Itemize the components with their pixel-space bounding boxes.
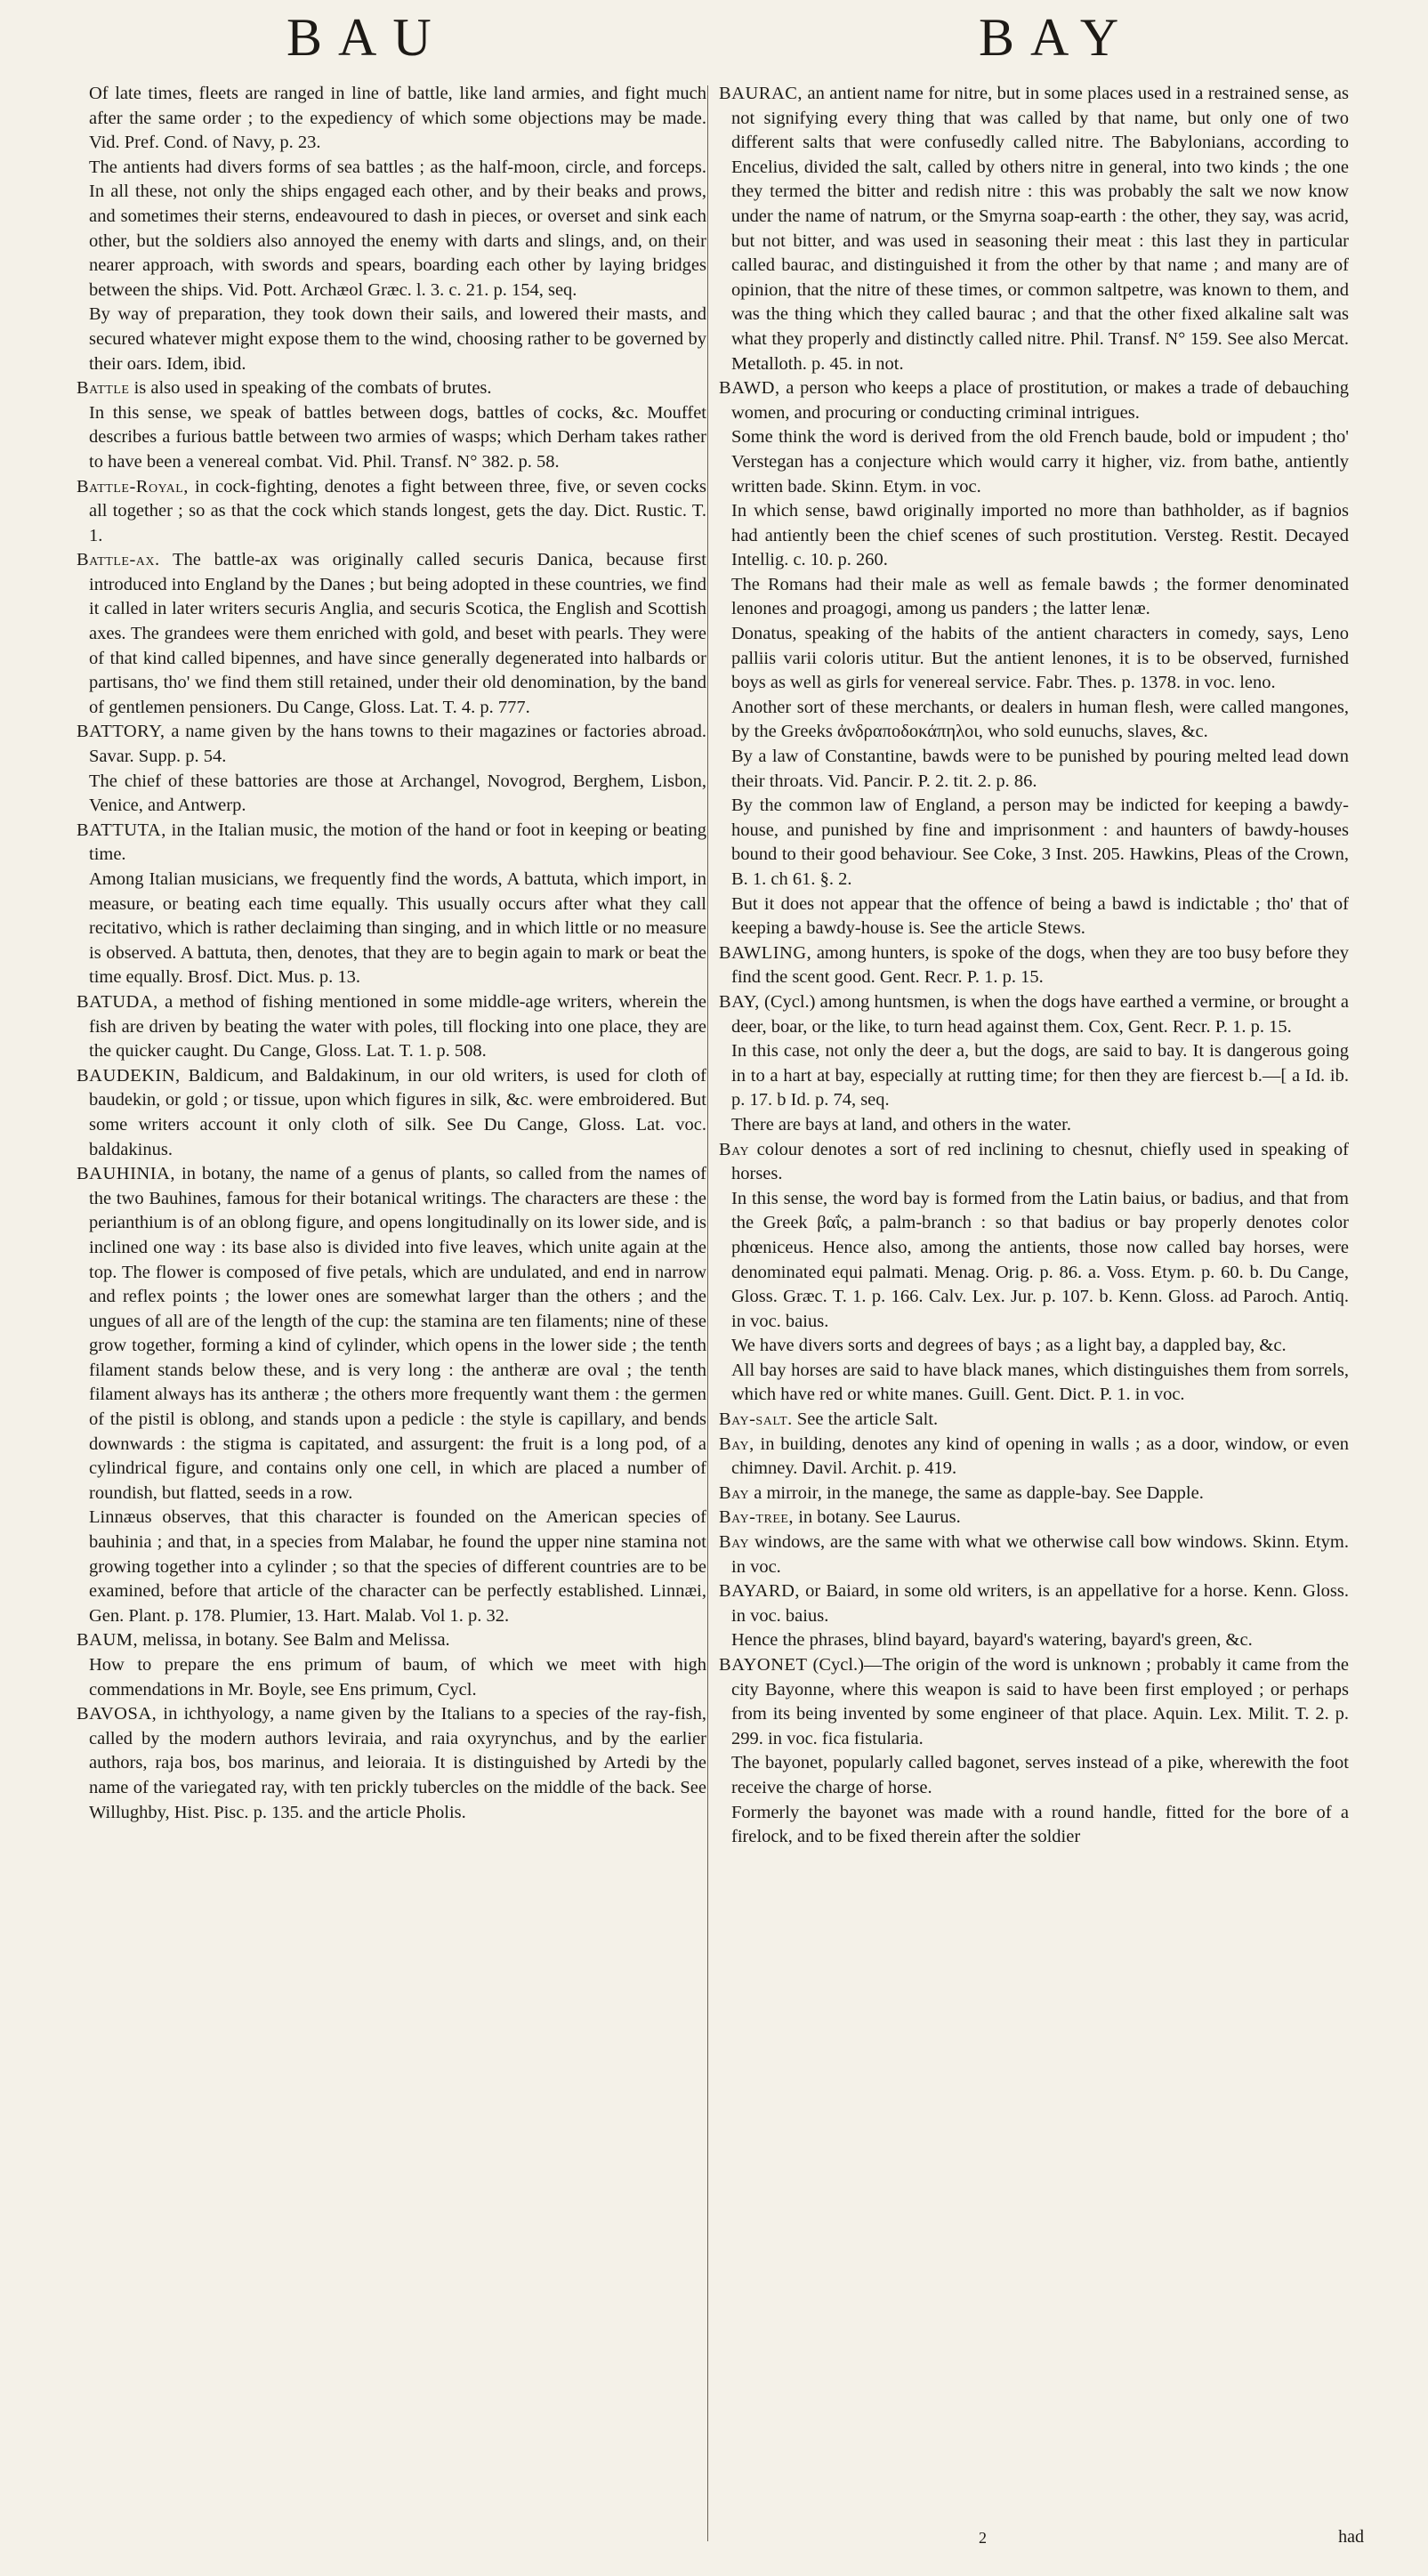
entry-paragraph: We have divers sorts and degrees of bays ; as a light bay, a dappled bay, &c. xyxy=(731,1336,1287,1356)
entry-paragraph: Another sort of these merchants, or dealers in human flesh, were called mangones, by the Greeks ἀνδραποδοκάπηλοι, who sold eunuchs, slaves, &c. xyxy=(731,697,1349,742)
catchword: had xyxy=(1338,2527,1364,2547)
entry-text: in the Italian music, the motion of the hand or foot in keeping or beating time. xyxy=(89,820,706,865)
dictionary-entry xyxy=(77,720,706,769)
dictionary-entry xyxy=(77,1162,706,1506)
dictionary-entry xyxy=(719,1138,1349,1187)
entry-paragraph: Hence the phrases, blind bayard, bayard's watering, bayard's green, &c. xyxy=(731,1630,1253,1651)
running-head-left: BAU xyxy=(286,8,448,67)
entry-paragraph: In this case, not only the deer a, but the dogs, are said to bay. It is dangerous going in to a hart at bay, especially at rutting time; for then they are fiercest b.—[ a Id. ib. p. 17. b Id. p. 74, seq. xyxy=(731,1041,1349,1110)
headword: BAYARD, xyxy=(719,1581,801,1602)
entry-paragraph: Among Italian musicians, we frequently find the words, A battuta, which import, in measure, or beating each time equally. This usually occurs after what they call recitativo, which is rather declaiming than singing, and in which little or no measure is observed. A battuta, then, denotes, that they are to begin again to mark or beat the time equally. Brosf. Dict. Mus. p. 13. xyxy=(89,869,706,988)
dictionary-entry xyxy=(719,1506,1349,1530)
entry-paragraph: All bay horses are said to have black manes, which distinguishes them from sorrels, which have red or white manes. Guill. Gent. Dict. P. 1. in voc. xyxy=(731,1360,1349,1405)
entry-text: The battle-ax was originally called securis Danica, because first introduced into England by the Danes ; but being adopted in these countries, we find it called in later writers securis Anglia, and securis Scotica, the English and Scottish axes. The grandees were them enriched with gold, and beset with pearls. They were of that kind called bipennes, and have since generally degenerated into halbards or partisans, tho' we find them still retained, under their old denomination, by the band of gentlemen pensioners. Du Cange, Gloss. Lat. T. 4. p. 777. xyxy=(89,550,706,717)
entry-paragraph: The antients had divers forms of sea battles ; as the half-moon, circle, and forceps. In all these, not only the ships engaged each other, and by their beaks and prows, and sometimes their sterns, endeavoured to dash in pieces, or overset and sink each other, but the soldiers also annoyed the enemy with darts and slings, and, on their nearer approach, with swords and spears, boarding each other by laying bridges between the ships. Vid. Pott. Archæol Græc. l. 3. c. 21. p. 154, seq. xyxy=(89,157,706,300)
dictionary-entry xyxy=(719,1433,1349,1482)
entry-paragraph: By a law of Constantine, bawds were to be punished by pouring melted lead down their throats. Vid. Pancir. P. 2. tit. 2. p. 86. xyxy=(731,747,1349,791)
headword: Bay xyxy=(719,1139,750,1159)
dictionary-entry xyxy=(719,990,1349,1039)
dictionary-entry xyxy=(719,1408,1349,1433)
headword: BAYONET xyxy=(719,1655,808,1675)
left-column xyxy=(77,82,706,1825)
entry-paragraph: The Romans had their male as well as female bawds ; the former denominated lenones and proagogi, among us panders ; the latter lenæ. xyxy=(731,574,1349,619)
headword: Bay, xyxy=(719,1433,754,1454)
dictionary-entry xyxy=(77,1702,706,1825)
headword: Battle-Royal, xyxy=(77,476,189,497)
dictionary-entry xyxy=(77,990,706,1064)
entry-text: among hunters, is spoke of the dogs, when they are too busy before they find the scent good. Gent. Recr. P. 1. p. 15. xyxy=(731,942,1349,988)
entry-text: a method of fishing mentioned in some middle-age writers, wherein the fish are driven by beating the water with poles, till flocking into one place, they are the quicker caught. Du Cange, Gloss. Lat. T. 1. p. 508. xyxy=(89,991,706,1062)
headword: BAUDEKIN, xyxy=(77,1065,181,1086)
entry-text: or Baiard, in some old writers, is an appellative for a horse. Kenn. Gloss. in voc. baius. xyxy=(731,1581,1349,1626)
entry-text: (Cycl.)—The origin of the word is unknown ; probably it came from the city Bayonne, where this weapon is said to have been first employed ; or perhaps from its being invented by some engineer of that place. Aquin. Lex. Milit. T. 2. p. 299. in voc. fica fistularia. xyxy=(731,1655,1349,1748)
headword: BATTORY, xyxy=(77,722,165,742)
headword: BAY, xyxy=(719,991,760,1012)
entry-paragraph: The bayonet, popularly called bagonet, serves instead of a pike, wherewith the foot receive the charge of horse. xyxy=(731,1753,1349,1797)
page-number: 2 xyxy=(979,2529,987,2547)
entry-text: in ichthyology, a name given by the Italians to a species of the ray-fish, called by the modern authors leviraia, and raia oxyrynchus, and by the earlier authors, raja bos, bos marinus, and leioraia. It is distinguished by Artedi by the name of the variegated ray, with ten prickly tubercles on the middle of the back. See Willughby, Hist. Pisc. p. 135. and the article Pholis. xyxy=(89,1704,706,1822)
dictionary-entry xyxy=(719,376,1349,425)
headword: BAURAC, xyxy=(719,84,803,103)
dictionary-entry xyxy=(719,1653,1349,1751)
headword: BATTUTA, xyxy=(77,820,166,840)
entry-text: in building, denotes any kind of opening in walls ; as a door, window, or even chimney. Davil. Archit. p. 419. xyxy=(731,1433,1349,1479)
dictionary-entry xyxy=(77,819,706,868)
headword: Battle-ax. xyxy=(77,550,160,570)
headword: Bay xyxy=(719,1532,750,1553)
entry-text: an antient name for nitre, but in some places used in a restrained sense, as not signifying every thing that was called by that name, but only one of two different salts that were confusedly called nitre. The Babylonians, according to Encelius, divided the salt, called by others nitre in general, into two kinds ; the one they termed the bitter and redish nitre : this was probably the salt we now know under the name of natrum, or the Smyrna soap-earth : the other, they say, was acrid, but not bitter, and was used in seasoning their meat : this last they in particular called baurac, and distinguished it from the other by that name ; and many are of opinion, that the nitre of these times, or common saltpetre, was known to them, and was the thing which they called baurac ; and that the other fixed alkaline salt was what they properly and distinctly called nitre. Phil. Transf. N° 159. See also Mercat. Metalloth. p. 45. in not. xyxy=(731,84,1349,374)
dictionary-entry xyxy=(77,1628,706,1653)
entry-text: melissa, in botany. See Balm and Melissa. xyxy=(138,1630,450,1651)
entry-text: See the article Salt. xyxy=(792,1409,939,1430)
headword: Bay-tree, xyxy=(719,1507,795,1528)
entry-paragraph: By the common law of England, a person may be indicted for keeping a bawdy-house, and punished by fine and imprisonment : and haunters of bawdy-houses bound to their good behaviour. See Coke, 3 Inst. 205. Hawkins, Pleas of the Crown, B. 1. ch 61. §. 2. xyxy=(731,795,1349,889)
entry-paragraph: Donatus, speaking of the habits of the antient characters in comedy, says, Leno palliis varii coloris utitur. But the antient lenones, it is to be observed, furnished boys as well as girls for venereal service. Fabr. Thes. p. 1378. in voc. leno. xyxy=(731,624,1349,693)
dictionary-entry xyxy=(719,1530,1349,1579)
dictionary-entry xyxy=(77,1064,706,1162)
entry-text: (Cycl.) among huntsmen, is when the dogs have earthed a vermine, or brought a deer, boar, or the like, to turn head against them. Cox, Gent. Recr. P. 1. p. 15. xyxy=(731,991,1349,1037)
entry-text: in cock-fighting, denotes a fight between three, five, or seven cocks all together ; so as that the cock which stands longest, gets the day. Dict. Rustic. T. 1. xyxy=(89,476,706,545)
entry-text: in botany. See Laurus. xyxy=(794,1507,961,1528)
headword: Bay-salt. xyxy=(719,1409,793,1430)
entry-paragraph: Formerly the bayonet was made with a round handle, fitted for the bore of a firelock, and to be fixed therein after the soldier xyxy=(731,1802,1349,1847)
entry-paragraph: In which sense, bawd originally imported no more than bathholder, as if bagnios had antiently been the chief scenes of such prostitution. Versteg. Restit. Decayed Intellig. c. 10. p. 260. xyxy=(731,501,1349,570)
dictionary-entry xyxy=(77,548,706,720)
dictionary-entry xyxy=(77,376,706,401)
headword: BAVOSA, xyxy=(77,1704,157,1724)
headword: BATUDA, xyxy=(77,991,158,1012)
entry-text: windows, are the same with what we otherwise call bow windows. Skinn. Etym. in voc. xyxy=(731,1532,1349,1577)
entry-paragraph: By way of preparation, they took down their sails, and lowered their masts, and secured whatever might expose them to the wind, choosing rather to be governed by their oars. Idem, ibid. xyxy=(89,304,706,374)
entry-paragraph: In this sense, we speak of battles between dogs, battles of cocks, &c. Mouffet describes a furious battle between two armies of wasps; which Derham takes rather to have been a venereal combat. Vid. Phil. Transf. N° 382. p. 58. xyxy=(89,402,706,472)
entry-paragraph: There are bays at land, and others in the water. xyxy=(731,1114,1071,1135)
entry-paragraph: But it does not appear that the offence of being a bawd is indictable ; tho' that of keeping a bawdy-house is. See the article Stews. xyxy=(731,893,1349,939)
entry-paragraph: Some think the word is derived from the old French baude, bold or impudent ; tho' Verstegan has a conjecture which would carry it higher, viz. from bathe, antiently written bade. Skinn. Etym. in voc. xyxy=(731,427,1349,497)
headword: Battle xyxy=(77,378,130,399)
headword: BAWD, xyxy=(719,378,780,399)
entry-text: a mirroir, in the manege, the same as dapple-bay. See Dapple. xyxy=(749,1482,1204,1503)
entry-text: a name given by the hans towns to their magazines or factories abroad. Savar. Supp. p. 54. xyxy=(89,722,706,767)
entry-text: in botany, the name of a genus of plants, so called from the names of the two Bauhines, famous for their botanical writings. The characters are these : the perianthium is of an oblong figure, and opens longitudinally on its lower side, and is inclined one way : its base also is divided into five leaves, which unite again at the top. The flower is composed of five petals, which are undulated, and end in narrow and reflex points ; the lower ones are somewhat larger than the others ; and the ungues of all are of the length of the cup: the stamina are ten filaments; nine of these grow together, forming a kind of cylinder, which opens in the lower side ; the tenth filament stands below these, and is very long : the antheræ are oval ; the tenth filament always has its antheræ ; the others more frequently want them : the germen of the pistil is oblong, and stands upon a pedicle : the style is capillary, and bends downwards : the stigma is capitated, and assurgent: the fruit is a long pod, of a cylindrical figure, and contains only one cell, in which are placed a number of roundish, but flatted, seeds in a row. xyxy=(89,1164,706,1503)
running-head-right: BAY xyxy=(979,8,1135,67)
entry-paragraph: How to prepare the ens primum of baum, of which we meet with high commendations in Mr. Boyle, see Ens primum, Cycl. xyxy=(89,1655,706,1700)
entry-paragraph: The chief of these battories are those at Archangel, Novogrod, Berghem, Lisbon, Venice, and Antwerp. xyxy=(89,771,706,816)
column-rule xyxy=(707,85,708,2541)
dictionary-entry xyxy=(719,82,1349,376)
headword: BAUM, xyxy=(77,1630,139,1651)
headword: BAUHINIA, xyxy=(77,1164,175,1184)
entry-text: Baldicum, and Baldakinum, in our old writers, is used for cloth of baudekin, or gold ; or tissue, upon which figures in silk, &c. were embroidered. But some writers account it only cloth of silk. See Du Cange, Gloss. Lat. voc. baldakinus. xyxy=(89,1065,706,1159)
entry-text: colour denotes a sort of red inclining to chesnut, chiefly used in speaking of horses. xyxy=(731,1139,1349,1184)
entry-text: a person who keeps a place of prostitution, or makes a trade of debauching women, and procuring or conducting criminal intrigues. xyxy=(731,378,1349,423)
entry-text: is also used in speaking of the combats of brutes. xyxy=(129,378,492,399)
headword: Bay xyxy=(719,1482,750,1503)
dictionary-entry xyxy=(77,475,706,549)
entry-paragraph: In this sense, the word bay is formed from the Latin baius, or badius, and that from the Greek βαΐς, a palm-branch : so that badius or bay properly denotes color phœniceus. Hence also, among the antients, those now called bay horses, were denominated equi palmati. Menag. Orig. p. 86. a. Voss. Etym. p. 60. b. Du Cange, Gloss. Græc. T. 1. p. 166. Calv. Lex. Jur. p. 107. b. Kenn. Gloss. ad Paroch. Antiq. in voc. baius. xyxy=(731,1188,1349,1331)
right-column xyxy=(719,82,1349,1850)
dictionary-entry xyxy=(719,941,1349,990)
dictionary-entry xyxy=(719,1482,1349,1506)
headword: BAWLING, xyxy=(719,942,812,963)
dictionary-entry xyxy=(719,1579,1349,1628)
entry-paragraph: Of late times, fleets are ranged in line of battle, like land armies, and fight much after the same order ; to the expediency of which some objections may be made. Vid. Pref. Cond. of Navy, p. 23. xyxy=(89,84,706,153)
entry-paragraph: Linnæus observes, that this character is founded on the American species of bauhinia ; and that, in a species from Malabar, he found the upper nine stamina not growing together into a cylinder ; so that the species of different countries are to be examined, before that article of the character can be perfectly established. Linnæi, Gen. Plant. p. 178. Plumier, 13. Hart. Malab. Vol 1. p. 32. xyxy=(89,1507,706,1626)
